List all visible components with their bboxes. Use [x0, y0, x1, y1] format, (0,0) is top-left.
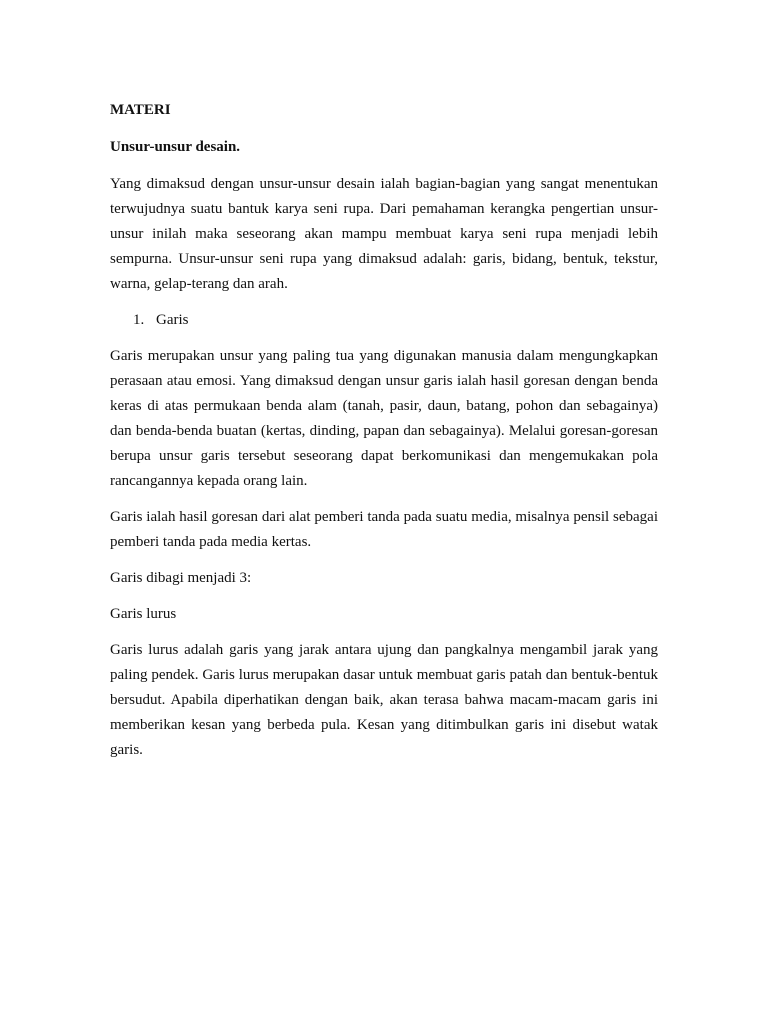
garis-lurus-paragraph: Garis lurus adalah garis yang jarak antara ujung dan pangkalnya mengambil jarak yang paling pendek. Garis lurus merupakan dasar untuk membuat garis patah dan bentuk-bentuk bersudut. Apabila diperhatikan dengan baik, akan terasa bahwa macam-macam garis ini memberikan kesan yang berbeda pula. Kesan yang ditimbulkan garis ini disebut watak garis.	[110, 642, 658, 758]
garis-lurus-heading: Garis lurus	[110, 606, 177, 622]
document-body	[110, 98, 658, 774]
list-item	[110, 308, 658, 333]
garis-divided-text: Garis dibagi menjadi 3:	[110, 570, 252, 586]
document-subtitle: Unsur-unsur desain.	[110, 139, 241, 155]
garis-paragraph-1: Garis merupakan unsur yang paling tua yang digunakan manusia dalam mengungkapkan perasaan atau emosi. Yang dimaksud dengan unsur garis ialah hasil goresan dengan benda keras di atas permukaan benda alam (tanah, pasir, daun, batang, pohon dan sebagainya) dan benda-benda buatan (kertas, dinding, papan dan sebagainya). Melalui goresan-goresan berupa unsur garis tersebut seseorang dapat berkomunikasi dan mengemukakan pola rancangannya kepada orang lain.	[110, 348, 658, 489]
list-item-number: 1.	[133, 312, 145, 328]
document-title: MATERI	[110, 102, 171, 118]
garis-paragraph-2: Garis ialah hasil goresan dari alat pemberi tanda pada suatu media, misalnya pensil sebagai pemberi tanda pada media kertas.	[110, 509, 658, 550]
list-item-label: Garis	[156, 312, 189, 328]
intro-paragraph: Yang dimaksud dengan unsur-unsur desain ialah bagian-bagian yang sangat menentukan terwujudnya suatu bantuk karya seni rupa. Dari pemahaman kerangka pengertian unsur-unsur inilah maka seseorang akan mampu membuat karya seni rupa menjadi lebih sempurna. Unsur-unsur seni rupa yang dimaksud adalah: garis, bidang, bentuk, tekstur, warna, gelap-terang dan arah.	[110, 176, 658, 292]
numbered-list	[110, 308, 658, 333]
